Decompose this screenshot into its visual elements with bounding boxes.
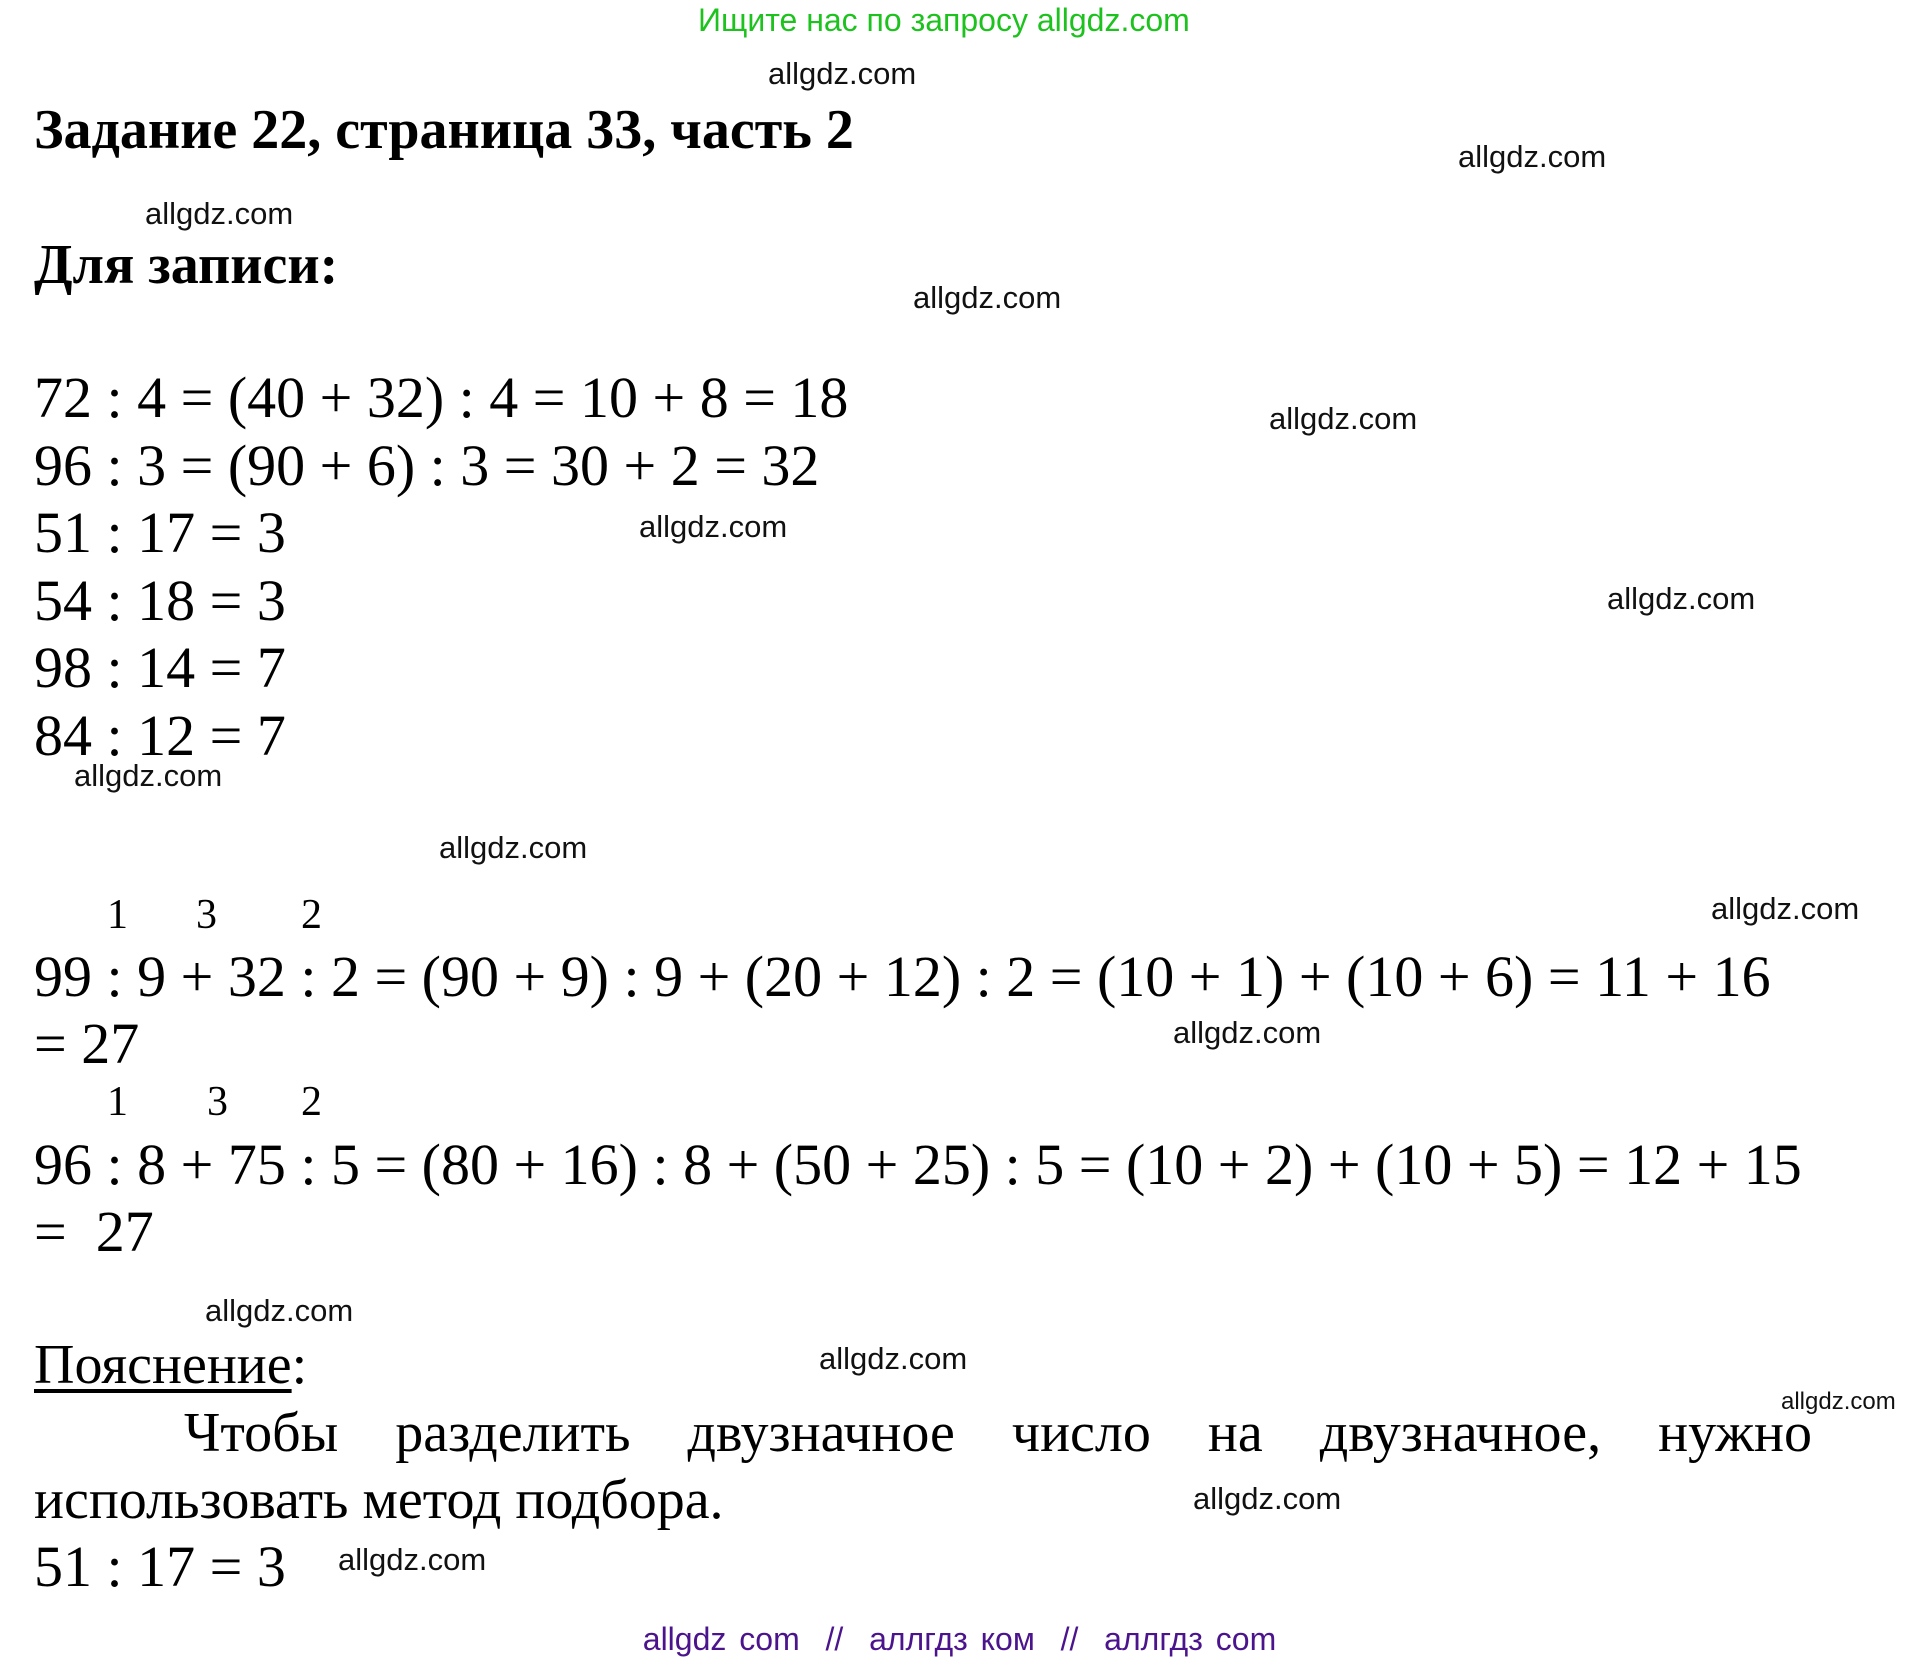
explanation-label: Пояснение	[34, 1334, 292, 1396]
watermark: allgdz.com	[1781, 1388, 1896, 1415]
watermark: allgdz.com	[1458, 139, 1607, 174]
section-heading: Для записи:	[34, 234, 339, 296]
explanation-heading	[34, 1336, 307, 1394]
order-mark: 1	[107, 1079, 128, 1125]
order-mark: 2	[301, 892, 322, 938]
long-equation: 99 : 9 + 32 : 2 = (90 + 9) : 9 + (20 + 12) : 2 = (10 + 1) + (10 + 6) = 11 + 16	[34, 944, 1771, 1009]
watermark: allgdz.com	[1173, 1015, 1322, 1050]
watermark: allgdz.com	[1193, 1481, 1342, 1516]
long-equation: 96 : 8 + 75 : 5 = (80 + 16) : 8 + (50 + 25) : 5 = (10 + 2) + (10 + 5) = 12 + 15	[34, 1132, 1802, 1197]
order-mark: 3	[196, 892, 217, 938]
watermark: allgdz.com	[639, 509, 788, 544]
watermark: allgdz.com	[205, 1293, 354, 1328]
watermark: allgdz.com	[439, 830, 588, 865]
watermark: allgdz.com	[338, 1542, 487, 1577]
watermark: allgdz.com	[819, 1341, 968, 1376]
order-mark: 2	[301, 1079, 322, 1125]
watermark: allgdz.com	[74, 758, 223, 793]
watermark: allgdz.com	[1607, 581, 1756, 616]
equation: 54 : 18 = 3	[34, 568, 286, 633]
promo-banner[interactable]: Ищите нас по запросу allgdz.com	[698, 2, 1190, 38]
order-mark: 1	[107, 892, 128, 938]
equation: 84 : 12 = 7	[34, 703, 286, 768]
watermark: allgdz.com	[145, 196, 294, 231]
equation: 51 : 17 = 3	[34, 500, 286, 565]
equation: 72 : 4 = (40 + 32) : 4 = 10 + 8 = 18	[34, 365, 849, 430]
example-equation: 51 : 17 = 3	[34, 1534, 286, 1599]
watermark: allgdz.com	[1711, 891, 1860, 926]
watermark: allgdz.com	[768, 56, 917, 91]
watermark: allgdz.com	[913, 280, 1062, 315]
page-title: Задание 22, страница 33, часть 2	[34, 99, 854, 161]
long-equation-result: = 27	[34, 1011, 140, 1076]
footer-links[interactable]: allgdz com // аллгдз ком // аллгдз com	[642, 1621, 1277, 1657]
order-mark: 3	[207, 1079, 228, 1125]
explanation-text: Чтобы разделить двузначное число на двузначное, нужно использовать метод подбора.	[34, 1402, 1812, 1531]
watermark: allgdz.com	[1269, 401, 1418, 436]
equation: 96 : 3 = (90 + 6) : 3 = 30 + 2 = 32	[34, 433, 820, 498]
equation: 98 : 14 = 7	[34, 635, 286, 700]
explanation-colon: :	[291, 1334, 308, 1396]
long-equation-result: = 27	[34, 1199, 154, 1264]
